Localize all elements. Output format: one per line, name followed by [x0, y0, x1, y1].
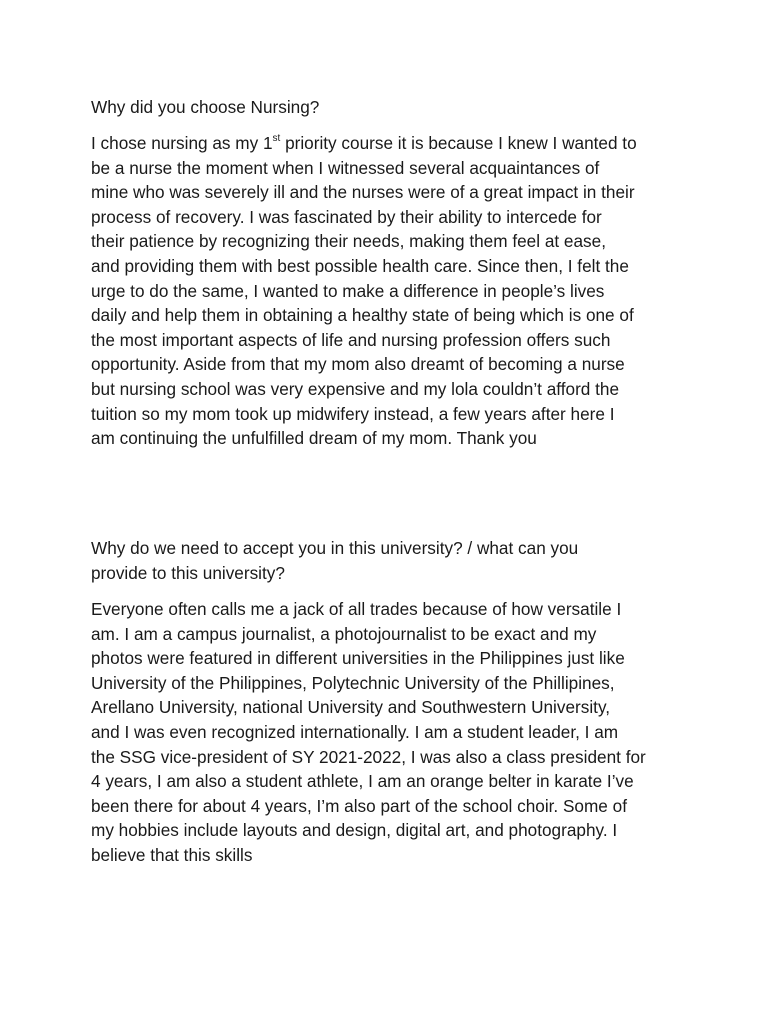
answer-2-line: University of the Philippines, Polytechnic University of the Phillipines, [91, 672, 615, 693]
answer-1 [91, 131, 691, 451]
answer-1-line: mine who was severely ill and the nurses were of a great impact in their [91, 182, 635, 203]
question-2-line: provide to this university? [91, 562, 285, 583]
answer-2-line: am. I am a campus journalist, a photojournalist to be exact and my [91, 623, 597, 644]
answer-1-line: urge to do the same, I wanted to make a difference in people’s lives [91, 280, 605, 301]
answer-2-line: 4 years, I am also a student athlete, I am an orange belter in karate I’ve [91, 771, 634, 792]
answer-2-line: Everyone often calls me a jack of all trades because of how versatile I [91, 599, 622, 619]
answer-1-line-end: priority course it is because I knew I wanted to [280, 133, 637, 153]
answer-1-line: process of recovery. I was fascinated by their ability to intercede for [91, 206, 602, 227]
question-1 [91, 95, 691, 120]
answer-1-line [91, 131, 691, 156]
answer-1-line: and providing them with best possible health care. Since then, I felt the [91, 255, 629, 276]
answer-2-line: believe that this skills [91, 844, 253, 865]
answer-2-line: and I was even recognized internationally. I am a student leader, I am [91, 721, 619, 742]
answer-2-line: the SSG vice-president of SY 2021-2022, I was also a class president for [91, 746, 646, 767]
answer-1-line: am continuing the unfulfilled dream of my mom. Thank you [91, 428, 537, 449]
question-2 [91, 536, 691, 585]
answer-1-line: be a nurse the moment when I witnessed several acquaintances of [91, 157, 600, 178]
answer-1-line: opportunity. Aside from that my mom also dreamt of becoming a nurse [91, 354, 625, 375]
answer-1-line: daily and help them in obtaining a healthy state of being which is one of [91, 305, 634, 326]
question-2-line: Why do we need to accept you in this university? / what can you [91, 538, 579, 558]
ordinal-suffix: st [272, 133, 281, 145]
answer-1-line: but nursing school was very expensive and my lola couldn’t afford the [91, 378, 620, 399]
answer-2-line: Arellano University, national University and Southwestern University, [91, 697, 611, 718]
answer-2-line: photos were featured in different universities in the Philippines just like [91, 648, 625, 669]
answer-1-line: the most important aspects of life and nursing profession offers such [91, 329, 611, 350]
question-1-text: Why did you choose Nursing? [91, 97, 320, 117]
answer-2-line: been there for about 4 years, I’m also part of the school choir. Some of [91, 795, 627, 816]
answer-2 [91, 597, 691, 868]
answer-1-line: their patience by recognizing their needs, making them feel at ease, [91, 231, 606, 252]
answer-2-line: my hobbies include layouts and design, digital art, and photography. I [91, 820, 618, 841]
answer-1-line-start: I chose nursing as my 1 [91, 133, 273, 153]
answer-1-line: tuition so my mom took up midwifery instead, a few years after here I [91, 403, 615, 424]
